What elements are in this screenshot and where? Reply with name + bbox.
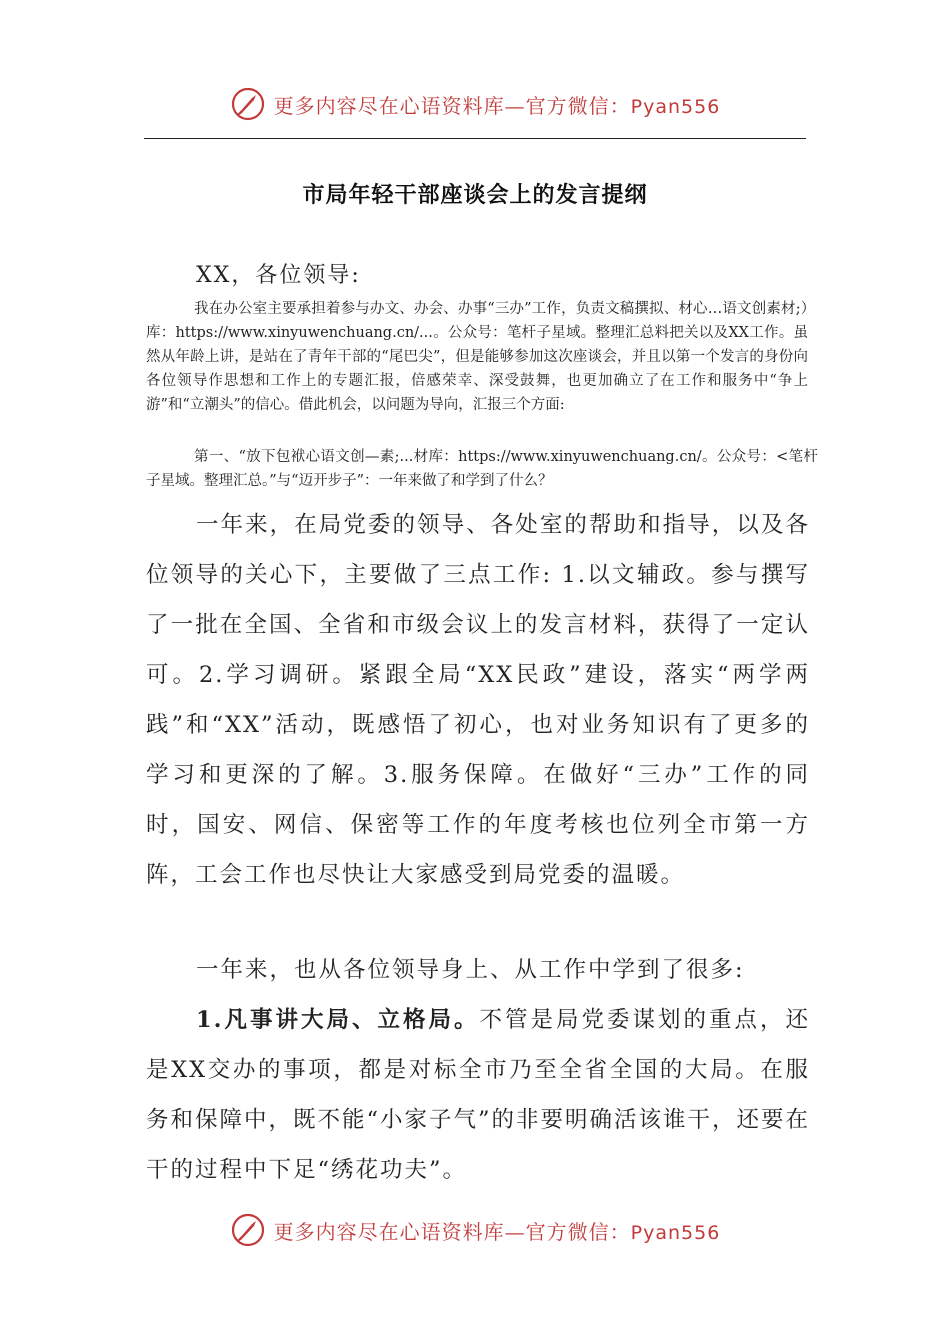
document-title: 市局年轻干部座谈会上的发言提纲 xyxy=(302,182,648,208)
body-paragraph: 一年来，也从各位领导身上、从工作中学到了很多: xyxy=(196,957,745,983)
watermark-text xyxy=(274,90,721,119)
intro-paragraph: 我在办公室主要承担着参与办文、办会、办事“三办”工作，负责文稿撰拟、材心…语文创素材;）库：https://www.xinyuwenchuang.cn/...。公众号：笔杆子星域。整理汇总料把关以及XX工作。虽然从年龄上讲，是站在了青年干部的“尾巴尖”，但是能够参加这次座谈会，并且以第一个发言的身份向各位领导作思想和工作上的专题汇报，倍感荣幸、深受鼓舞，也更加确立了在工作和服务中“争上游”和“立潮头”的信心。借此机会，以问题为导向，汇报三个方面: xyxy=(146,301,808,413)
salutation: XX，各位领导: xyxy=(196,263,361,288)
point-body: 不管是局党委谋划的重点，还是XX交办的事项，都是对标全市乃至全省全国的大局。在服务和保障中，既不能“小家子气”的非要明确活该谁干，还要在干的过程中下足“绣花功夫”。 xyxy=(146,1007,811,1183)
watermark-main: 更多内容尽在心语资料库 xyxy=(273,93,505,118)
point-paragraph xyxy=(146,995,810,1195)
watermark-label: 官方微信： xyxy=(525,93,631,118)
watermark-dash: — xyxy=(504,93,526,118)
body-paragraph: 一年来，在局党委的领导、各处室的帮助和指导，以及各位领导的关心下，主要做了三点工作: 1.以文辅政。参与撰写了一批在全国、全省和市级会议上的发言材料，获得了一定认可。2.学习调研。紧跟全局“XX民政”建设，落实“两学两践”和“XX”活动，既感悟了初心，也对业务知识有了更多的学习和更深的了解。3.服务保障。在做好“三办”工作的同时，国安、网信、保密等工作的年度考核也位列全市第一方阵，工会工作也尽快让大家感受到局党委的温暖。 xyxy=(146,512,810,888)
watermark-main: 更多内容尽在心语资料库 xyxy=(273,1219,505,1244)
section-one-heading: 第一、“放下包袱心语文创—素;...材库：https://www.xinyuwenchuang.cn/。公众号：<笔杆子星域。整理汇总。”与“迈开步子”：一年来做了和学到了什么？ xyxy=(146,449,818,489)
quill-pen-circle-icon xyxy=(230,86,266,122)
watermark-wechat-id: Pyan556 xyxy=(630,95,721,118)
watermark-wechat-id: Pyan556 xyxy=(630,1221,721,1244)
header-watermark xyxy=(0,80,950,128)
point-lead: 1.凡事讲大局、立格局。 xyxy=(196,1007,480,1033)
watermark-text xyxy=(274,1216,721,1245)
quill-pen-circle-icon xyxy=(230,1212,266,1248)
watermark-label: 官方微信： xyxy=(525,1219,631,1244)
header-rule xyxy=(144,138,806,139)
footer-watermark xyxy=(0,1206,950,1254)
watermark-dash: — xyxy=(504,1219,526,1244)
